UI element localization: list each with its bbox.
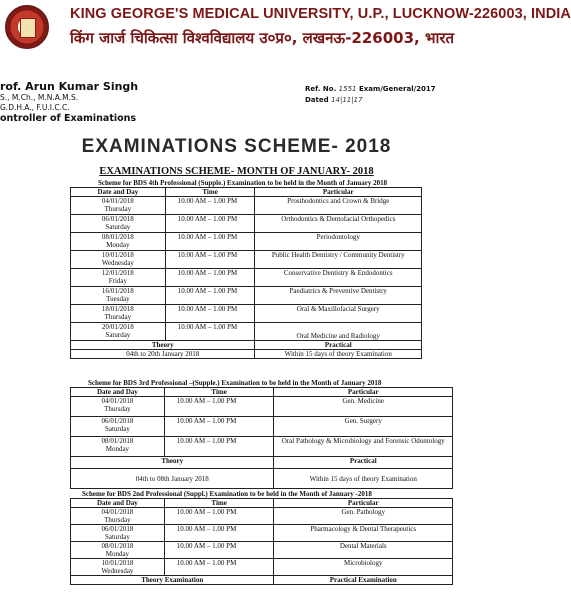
table-row: 08/01/2018 Monday 10.00 AM – 1.00 PM Dental Materials — [71, 542, 453, 559]
theory-practical-values — [71, 350, 422, 359]
table-row: 20/01/2018 Saturday 10.00 AM – 1.00 PM Oral Medicine and Radiology — [71, 323, 422, 341]
table-row: 06/01/2018 Saturday 10.00 AM – 1.00 PM Pharmacology & Dental Therapeutics — [71, 525, 453, 542]
practical-label: Practical Examination — [274, 576, 453, 585]
theory-practical-header — [71, 341, 422, 350]
signatory-name: rof. Arun Kumar Singh — [0, 80, 139, 93]
signatory-degrees-2: G.D.H.A., F.U.I.C.C. — [0, 103, 70, 112]
ref-suffix: Exam/General/2017 — [358, 85, 436, 93]
header-date: Date and Day — [71, 388, 165, 397]
university-logo — [5, 5, 49, 49]
table-header-row — [71, 388, 453, 397]
section3-caption: Scheme for BDS 2nd Professional (Suppl.) Examination to be held in the Month of January -2018 — [82, 490, 372, 498]
practical-value: Within 15 days of theory Examination — [255, 350, 422, 359]
table-row: 10/01/2018 Wednesday 10.00 AM – 1.00 PM Microbiology — [71, 559, 453, 576]
header-date: Date and Day — [71, 188, 166, 197]
header-particular: Particular — [255, 188, 422, 197]
header-date: Date and Day — [71, 499, 165, 508]
letterhead — [0, 0, 571, 72]
theory-label: Theory Examination — [71, 576, 274, 585]
practical-label: Practical — [274, 457, 453, 469]
section1-table — [70, 187, 422, 359]
section1-caption: Scheme for BDS 4th Professional (Supple.) Examination to be held in the Month of January 2018 — [98, 179, 388, 187]
table-row: 12/01/2018 Friday 10.00 AM – 1.00 PM Conservative Dentistry & Endodontics — [71, 269, 422, 287]
header-particular: Particular — [274, 388, 453, 397]
theory-practical-header — [71, 576, 453, 585]
university-name-english: KING GEORGE'S MEDICAL UNIVERSITY, U.P., LUCKNOW-226003, INDIA — [70, 6, 571, 22]
table-row: 04/01/2018 Thursday 10.00 AM – 1.00 PM Prosthodontics and Crown & Bridge — [71, 197, 422, 215]
section2-caption: Scheme for BDS 3rd Professional –(Supple.) Examination to be held in the Month of January 2018 — [88, 379, 382, 387]
table-row: 06/01/2018 Saturday 10.00 AM – 1.00 PM Orthodontics & Dentofacial Orthopedics — [71, 215, 422, 233]
table-header-row — [71, 188, 422, 197]
section3-table — [70, 498, 453, 585]
header-time: Time — [165, 188, 255, 197]
practical-value: Within 15 days of theory Examination — [274, 469, 453, 489]
ref-number: 1551 — [338, 85, 357, 93]
theory-practical-header — [71, 457, 453, 469]
header-particular: Particular — [274, 499, 453, 508]
reference-block — [305, 84, 436, 106]
theory-label: Theory — [71, 457, 274, 469]
section2-table — [70, 387, 453, 489]
theory-practical-values — [71, 469, 453, 489]
university-name-hindi: किंग जार्ज चिकित्सा विश्वविद्यालय उ०प्र०, लखनऊ-226003, भारत — [70, 29, 455, 47]
theory-value: 04th to 20th January 2018 — [71, 350, 255, 359]
header-time: Time — [164, 388, 274, 397]
signatory-role: ontroller of Examinations — [0, 113, 137, 124]
theory-label: Theory — [71, 341, 255, 350]
table-row: 16/01/2018 Tuesday 10.00 AM – 1.00 PM Paediatrics & Preventive Dentistry — [71, 287, 422, 305]
dated-label: Dated — [305, 96, 329, 104]
practical-label: Practical — [255, 341, 422, 350]
table-row: 04/01/2018 Thursday 10.00 AM – 1.00 PM Gen. Medicine — [71, 397, 453, 417]
table-row: 18/01/2018 Thursday 10.00 AM – 1.00 PM Oral & Maxillofacial Surgery — [71, 305, 422, 323]
page-subtitle: EXAMINATIONS SCHEME- MONTH OF JANUARY- 2018 — [99, 166, 374, 177]
table-row: 10/01/2018 Wednesday 10.00 AM – 1.00 PM Public Health Dentistry / Community Dentistry — [71, 251, 422, 269]
table-row: 08/01/2018 Monday 10.00 AM – 1.00 PM Oral Pathology & Microbiology and Forensic Odontology — [71, 437, 453, 457]
table-row: 08/01/2018 Monday 10.00 AM – 1.00 PM Periodontology — [71, 233, 422, 251]
dated-value: 14|11|17 — [331, 96, 363, 104]
header-time: Time — [164, 499, 274, 508]
signatory-degrees: S., M.Ch., M.N.A.M.S. — [0, 93, 79, 102]
page-title: EXAMINATIONS SCHEME- 2018 — [81, 136, 392, 157]
table-row: 04/01/2018 Thursday 10.00 AM – 1.00 PM Gen. Pathology — [71, 508, 453, 525]
table-header-row — [71, 499, 453, 508]
ref-label: Ref. No. — [305, 85, 337, 93]
theory-value: 04th to 08th January 2018 — [71, 469, 274, 489]
table-row: 06/01/2018 Saturday 10.00 AM – 1.00 PM Gen. Surgery — [71, 417, 453, 437]
signatory-block — [0, 80, 220, 125]
